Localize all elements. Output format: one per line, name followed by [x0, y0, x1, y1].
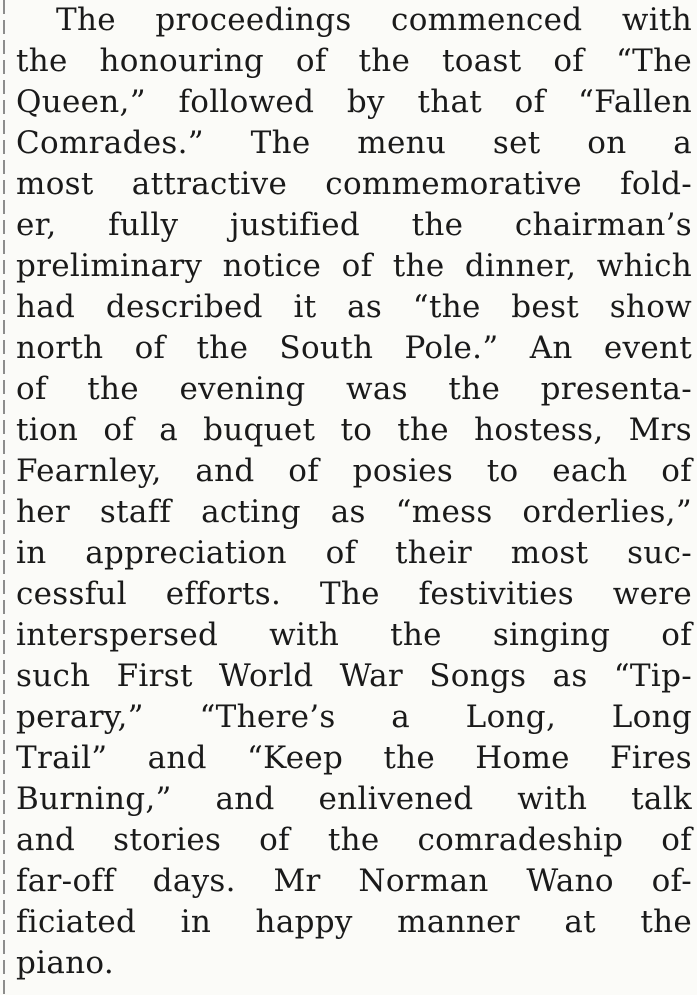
article-line: perary,” “There’s a Long, Long — [16, 699, 692, 735]
article-line: tion of a buquet to the hostess, Mrs — [16, 412, 692, 448]
article-line: north of the South Pole.” An event — [16, 330, 692, 366]
article-line: of the evening was the presenta- — [16, 371, 692, 407]
article-line: and stories of the comradeship of — [16, 822, 692, 858]
article-line: Queen,” followed by that of “Fallen — [16, 84, 692, 120]
article-line: ficiated in happy manner at the — [16, 904, 692, 940]
article-line: such First World War Songs as “Tip- — [16, 658, 692, 694]
article-column — [16, 0, 692, 984]
article-line: Comrades.” The menu set on a — [16, 125, 692, 161]
article-line: The proceedings commenced with — [56, 2, 692, 38]
article-line: er, fully justified the chairman’s — [16, 207, 692, 243]
article-line: had described it as “the best show — [16, 289, 692, 325]
article-line: piano. — [16, 945, 114, 981]
article-line: most attractive commemorative fold- — [16, 166, 692, 202]
article-line: interspersed with the singing of — [16, 617, 692, 653]
article-line: preliminary notice of the dinner, which — [16, 248, 692, 284]
article-line: cessful efforts. The festivities were — [16, 576, 692, 612]
article-line: in appreciation of their most suc- — [16, 535, 692, 571]
article-line: far-off days. Mr Norman Wano of- — [16, 863, 692, 899]
column-rule — [3, 0, 5, 995]
article-line: her staff acting as “mess orderlies,” — [16, 494, 692, 530]
article-line: Burning,” and enlivened with talk — [16, 781, 692, 817]
article-line: Fearnley, and of posies to each of — [16, 453, 692, 489]
article-line: Trail” and “Keep the Home Fires — [16, 740, 692, 776]
article-line: the honouring of the toast of “The — [16, 43, 692, 79]
